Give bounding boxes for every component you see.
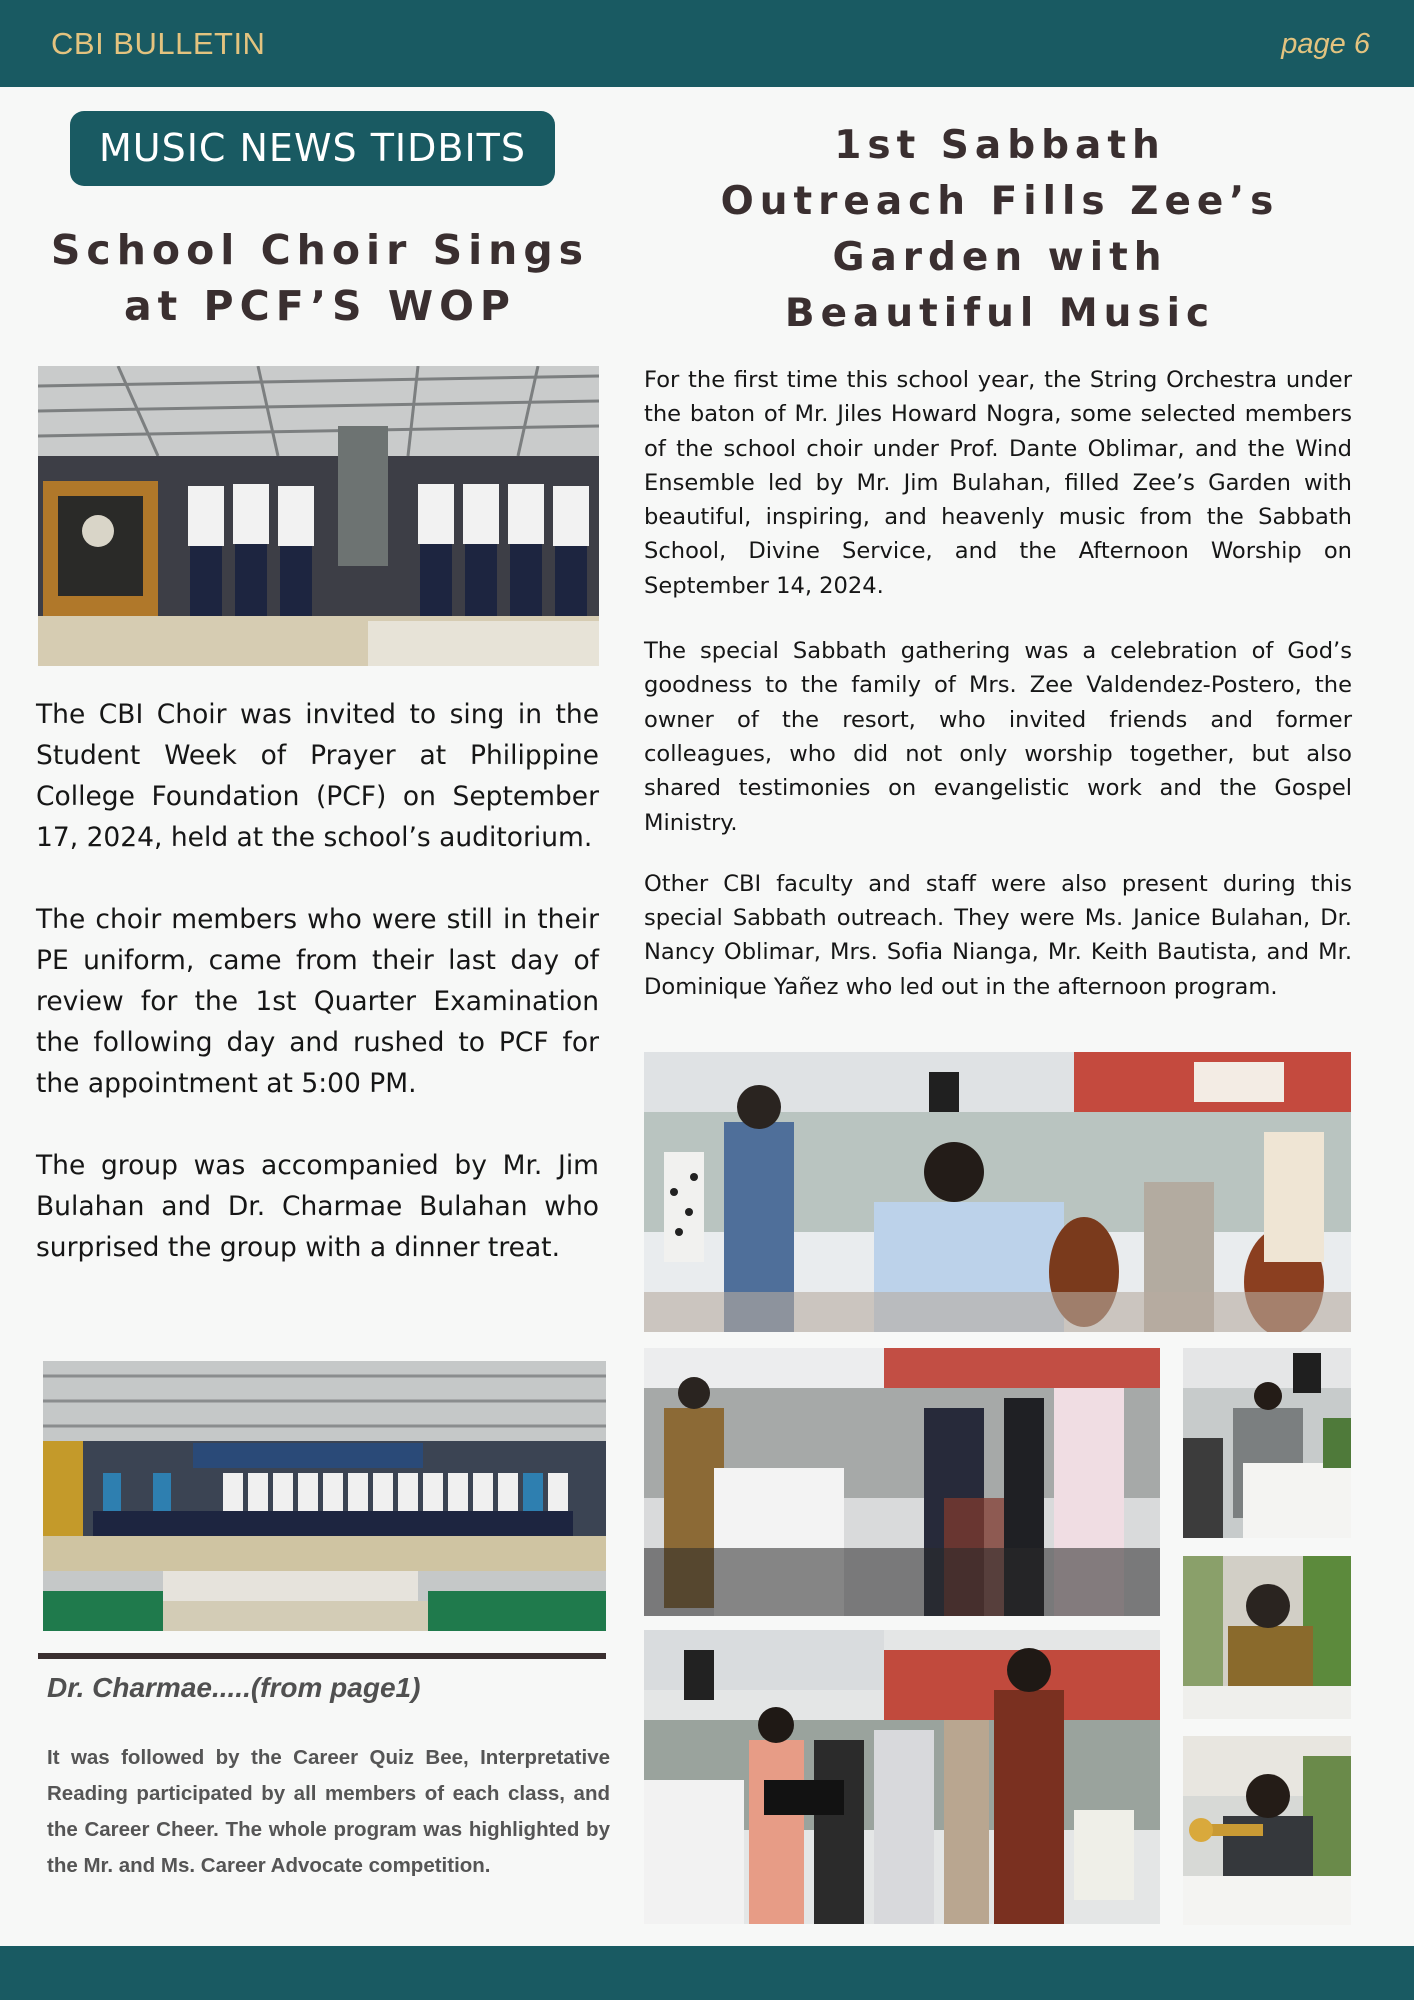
section-label: MUSIC NEWS TIDBITS <box>70 111 555 186</box>
group-stage-photo <box>43 1361 606 1631</box>
choir-stage-photo <box>38 366 599 666</box>
section-divider <box>38 1653 606 1659</box>
right-headline-line: Garden with <box>832 235 1168 280</box>
right-article-body <box>644 363 1352 1004</box>
page-number: page 6 <box>1281 28 1370 60</box>
speaker-photo-2 <box>1183 1556 1351 1719</box>
right-paragraph: For the first time this school year, the String Orchestra under the baton of Mr. Jiles Howard Nogra, some selected members of the school choir under Prof. Dante Oblimar, and the Wind Ensemble led by Mr. Jim Bulahan, filled Zee’s Garden with beautiful, inspiring, and heavenly music from the Sabbath School, Divine Service, and the Afternoon Worship on September 14, 2024. <box>644 367 1352 599</box>
choir-singing-photo <box>644 1348 1160 1616</box>
left-paragraph: The choir members who were still in their PE uniform, came from their last day of review for the 1st Quarter Examination the following day and rushed to PCF for the appointment at 5:00 PM. <box>36 904 599 1099</box>
left-headline <box>30 222 610 334</box>
right-paragraph: Other CBI faculty and staff were also present during this special Sabbath outreach. They were Ms. Janice Bulahan, Dr. Nancy Oblimar, Mrs. Sofia Nianga, Mr. Keith Bautista, and Mr. Dominique Yañez who led out in the afternoon program. <box>644 870 1352 1000</box>
right-headline-line: 1st Sabbath <box>834 123 1166 168</box>
bulletin-title: CBI BULLETIN <box>51 26 266 61</box>
right-headline-line: Beautiful Music <box>784 291 1216 336</box>
continued-title: Dr. Charmae.....(from page1) <box>47 1672 421 1703</box>
speaker-photo-1 <box>1183 1348 1351 1538</box>
page-header <box>0 0 1414 87</box>
left-article-body <box>36 694 599 1268</box>
continued-body: It was followed by the Career Quiz Bee, Interpretative Reading participated by all members of each class, and the Career Cheer. The whole program was highlighted by the Mr. and Ms. Career Advocate competition. <box>47 1746 610 1877</box>
page-footer <box>0 1946 1414 2000</box>
right-paragraph: The special Sabbath gathering was a celebration of God’s goodness to the family of Mrs. Zee Valdendez-Postero, the owner of the resort, who invited friends and former colleagues, who did not only worship together, but also shared testimonies on evangelistic work and the Gospel Ministry. <box>644 638 1352 836</box>
left-headline-line: School Choir Sings <box>50 226 590 274</box>
trumpet-player-photo <box>1183 1736 1351 1925</box>
wind-ensemble-photo <box>644 1630 1160 1924</box>
left-headline-line: at PCF’S WOP <box>124 282 516 330</box>
left-paragraph: The CBI Choir was invited to sing in the Student Week of Prayer at Philippine College Foundation (PCF) on September 17, 2024, held at the school’s auditorium. <box>36 699 599 853</box>
left-paragraph: The group was accompanied by Mr. Jim Bulahan and Dr. Charmae Bulahan who surprised the group with a dinner treat. <box>36 1150 599 1263</box>
string-orchestra-photo <box>644 1052 1351 1332</box>
right-headline-line: Outreach Fills Zee’s <box>720 179 1280 224</box>
right-headline <box>640 118 1360 342</box>
